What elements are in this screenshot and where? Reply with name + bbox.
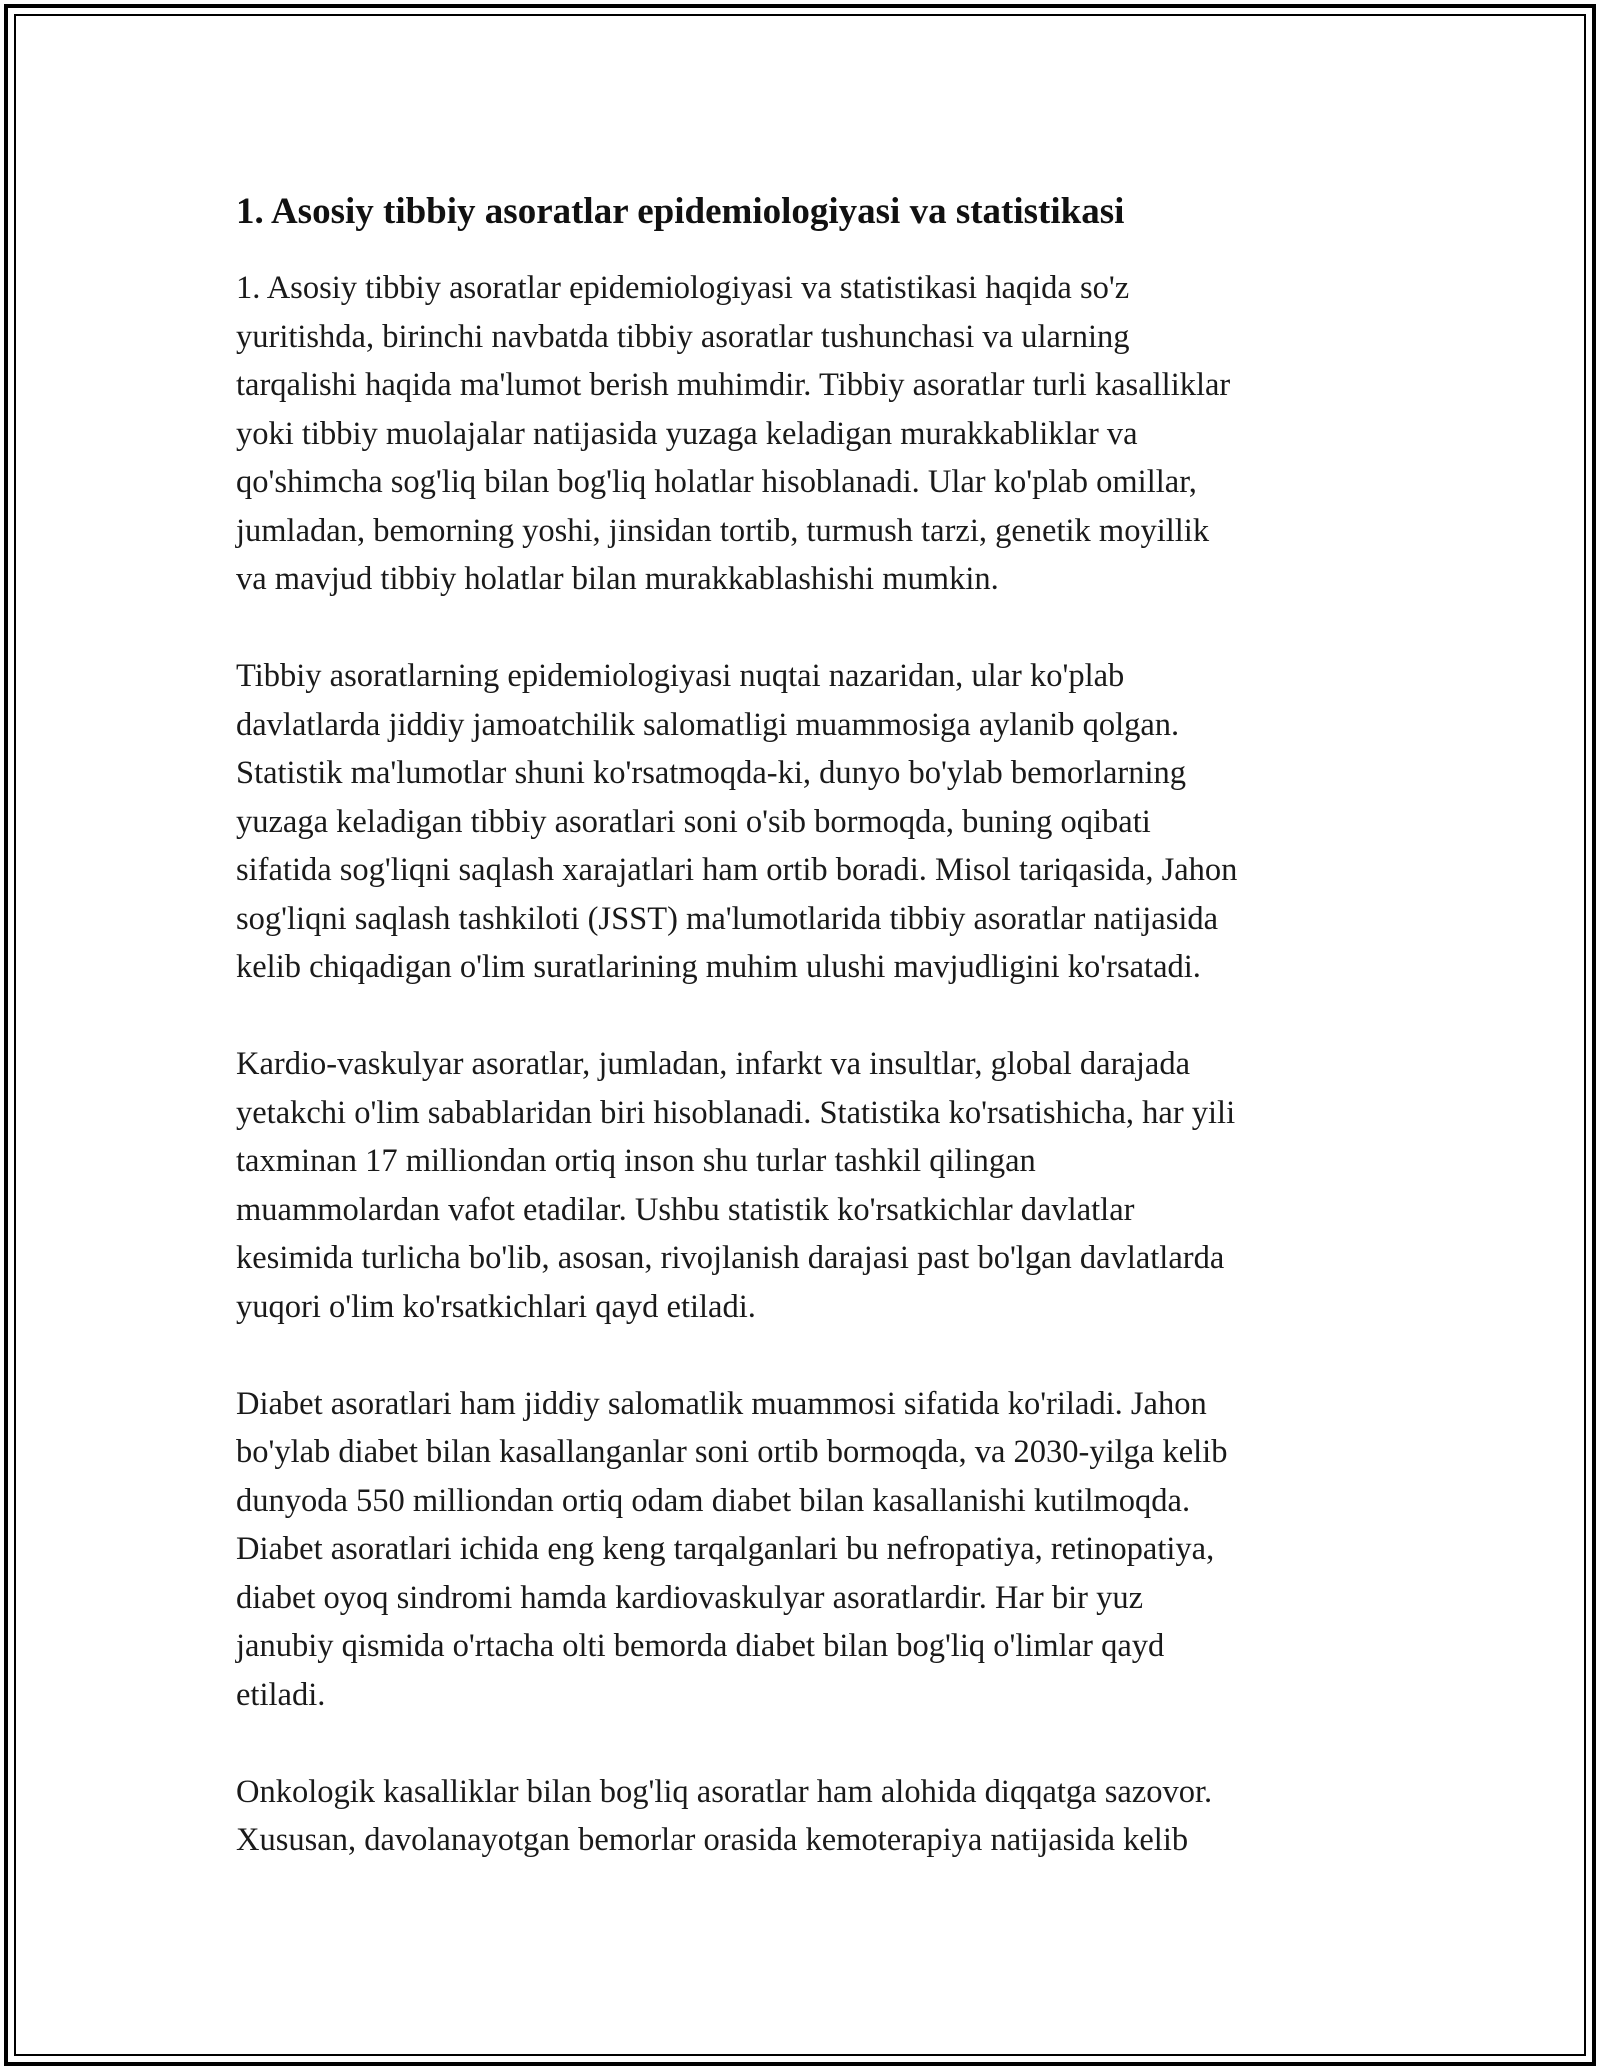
document-body bbox=[236, 186, 1376, 1865]
paragraph-epidemiology: Tibbiy asoratlarning epidemiologiyasi nuqtai nazaridan, ular ko'plab davlatlarda jiddiy jamoatchilik salomatligi muammosiga aylanib qolgan. Statistik ma'lumotlar shuni ko'rsatmoqda-ki, dunyo bo'ylab bemorlarning yuzaga keladigan tibbiy asoratlari soni o'sib bormoqda, buning oqibati sifatida sog'liqni saqlash xarajatlari ham ortib boradi. Misol tariqasida, Jahon sog'liqni saqlash tashkiloti (JSST) ma'lumotlarida tibbiy asoratlar natijasida kelib chiqadigan o'lim suratlarining muhim ulushi mavjudligini ko'rsatadi. bbox=[236, 658, 1238, 985]
paragraph-diabetes: Diabet asoratlari ham jiddiy salomatlik muammosi sifatida ko'riladi. Jahon bo'ylab diabet bilan kasallanganlar soni ortib bormoqda, va 2030-yilga kelib dunyoda 550 milliondan ortiq odam diabet bilan kasallanishi kutilmoqda. Diabet asoratlari ichida eng keng tarqalganlari bu nefropatiya, retinopatiya, diabet oyoq sindromi hamda kardiovaskulyar asoratlardir. Har bir yuz janubiy qismida o'rtacha olti bemorda diabet bilan bog'liq o'limlar qayd etiladi. bbox=[236, 1385, 1228, 1713]
section-heading: 1. Asosiy tibbiy asoratlar epidemiologiyasi va statistikasi bbox=[236, 191, 1125, 232]
paragraph-oncology: Onkologik kasalliklar bilan bog'liq asoratlar ham alohida diqqatga sazovor. Xususan, davolanayotgan bemorlar orasida kemoterapiya natijasida kelib bbox=[236, 1773, 1213, 1858]
paragraph-intro: 1. Asosiy tibbiy asoratlar epidemiologiyasi va statistikasi haqida so'z yuritishda, birinchi navbatda tibbiy asoratlar tushunchasi va ularning tarqalishi haqida ma'lumot berish muhimdir. Tibbiy asoratlar turli kasalliklar yoki tibbiy muolajalar natijasida yuzaga keladigan murakkabliklar va qo'shimcha sog'liq bilan bog'liq holatlar hisoblanadi. Ular ko'plab omillar, jumladan, bemorning yoshi, jinsidan tortib, turmush tarzi, genetik moyillik va mavjud tibbiy holatlar bilan murakkablashishi mumkin. bbox=[236, 270, 1231, 597]
paragraph-cardiovascular: Kardio-vaskulyar asoratlar, jumladan, infarkt va insultlar, global darajada yetakchi o'lim sabablaridan biri hisoblanadi. Statistika ko'rsatishicha, har yili taxminan 17 milliondan ortiq inson shu turlar tashkil qilingan muammolardan vafot etadilar. Ushbu statistik ko'rsatkichlar davlatlar kesimida turlicha bo'lib, asosan, rivojlanish darajasi past bo'lgan davlatlarda yuqori o'lim ko'rsatkichlari qayd etiladi. bbox=[236, 1046, 1236, 1325]
